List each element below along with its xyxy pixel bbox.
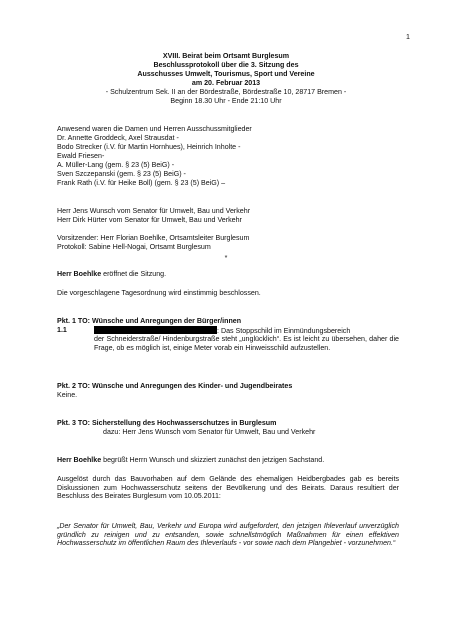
- header-location: - Schulzentrum Sek. II an der Bördestraße, Bördestraße 10, 28717 Bremen -: [105, 88, 347, 96]
- speaker-name: Herr Boehlke: [57, 456, 102, 464]
- chair-line: Vorsitzender: Herr Florian Boehlke, Ortsamtsleiter Burglesum: [57, 234, 250, 242]
- separator-asterisk: *: [224, 254, 228, 262]
- member-line: Sven Szczepanski (gem. § 23 (5) BeiG) -: [57, 170, 186, 178]
- item3-heading: Pkt. 3 TO: Sicherstellung des Hochwasserschutzes in Burglesum: [57, 419, 277, 427]
- redaction-bar: [94, 326, 217, 334]
- item3-sub: dazu: Herr Jens Wunsch vom Senator für Umwelt, Bau und Verkehr: [103, 428, 316, 436]
- member-line: Dr. Annette Groddeck, Axel Strausdat -: [57, 134, 179, 142]
- page-number: 1: [406, 33, 410, 41]
- header-time: Beginn 18.30 Uhr - Ende 21:10 Uhr: [170, 97, 282, 105]
- member-line: Bodo Strecker (i.V. für Martin Hornhues), Heinrich Inholte -: [57, 143, 241, 151]
- header-title: XVIII. Beirat beim Ortsamt Burglesum: [162, 52, 290, 60]
- item1-sub-number: 1.1: [57, 326, 67, 334]
- header-date: am 20. Februar 2013: [191, 79, 261, 87]
- item1-sub-text-b: der Schneiderstraße/ Hindenburgstraße steht „unglücklich“. Es ist leicht zu übersehen, daher die Frage, ob es möglich ist, einige Meter vorab ein Hinweisschild aufzustellen.: [94, 335, 399, 352]
- header-subtitle: Beschlussprotokoll über die 3. Sitzung des: [153, 61, 299, 69]
- opening-text: eröffnet die Sitzung.: [101, 270, 167, 278]
- item2-text: Keine.: [57, 391, 78, 399]
- guest-line: Herr Dirk Hürter vom Senator für Umwelt, Bau und Verkehr: [57, 216, 242, 224]
- item1-heading: Pkt. 1 TO: Wünsche und Anregungen der Bürger/innen: [57, 317, 242, 325]
- member-line: A. Müller-Lang (gem. § 23 (5) BeiG) -: [57, 161, 175, 169]
- item3-greeting: [57, 456, 324, 465]
- opening-line: [57, 270, 166, 279]
- item3-quote: „Der Senator für Umwelt, Bau, Verkehr und Europa wird aufgefordert, den jetzigen Ihleverlauf unverzüglich gründlich zu reinigen und zu entsanden, sowie schnellstmöglich Maßnahmen für einen effektiven Hochwasserschutz im öffentlichen Raum des Ihleverlaufs - vor sowie nach dem Plangebiet - vorzunehmen.“: [57, 522, 399, 548]
- item1-sub-text-a: : Das Stoppschild im Einmündungsbereich: [217, 327, 351, 335]
- guest-line: Herr Jens Wunsch vom Senator für Umwelt, Bau und Verkehr: [57, 207, 251, 215]
- header-committee: Ausschusses Umwelt, Tourismus, Sport und Vereine: [137, 70, 315, 78]
- item3-paragraph: Ausgelöst durch das Bauvorhaben auf dem Gelände des ehemaligen Heidbergbades gab es bereits Diskussionen zum Hochwasserschutz seitens der Bevölkerung und des Beirats. Daraus resultiert der Beschluss des Beirates Burglesum vom 10.05.2011:: [57, 475, 399, 501]
- greeting-text: begrüßt Herrn Wunsch und skizziert zunächst den jetzigen Sachstand.: [101, 456, 325, 464]
- speaker-name: Herr Boehlke: [57, 270, 102, 278]
- agenda-note: Die vorgeschlagene Tagesordnung wird einstimmig beschlossen.: [57, 289, 261, 297]
- member-line: Ewald Friesen-: [57, 152, 105, 160]
- member-line: Frank Rath (i.V. für Heike Boll) (gem. § 23 (5) BeiG) –: [57, 179, 226, 187]
- attendance-intro: Anwesend waren die Damen und Herren Ausschussmitglieder: [57, 125, 252, 133]
- minutes-line: Protokoll: Sabine Hell-Nogai, Ortsamt Burglesum: [57, 243, 211, 251]
- item2-heading: Pkt. 2 TO: Wünsche und Anregungen des Kinder- und Jugendbeirates: [57, 382, 293, 390]
